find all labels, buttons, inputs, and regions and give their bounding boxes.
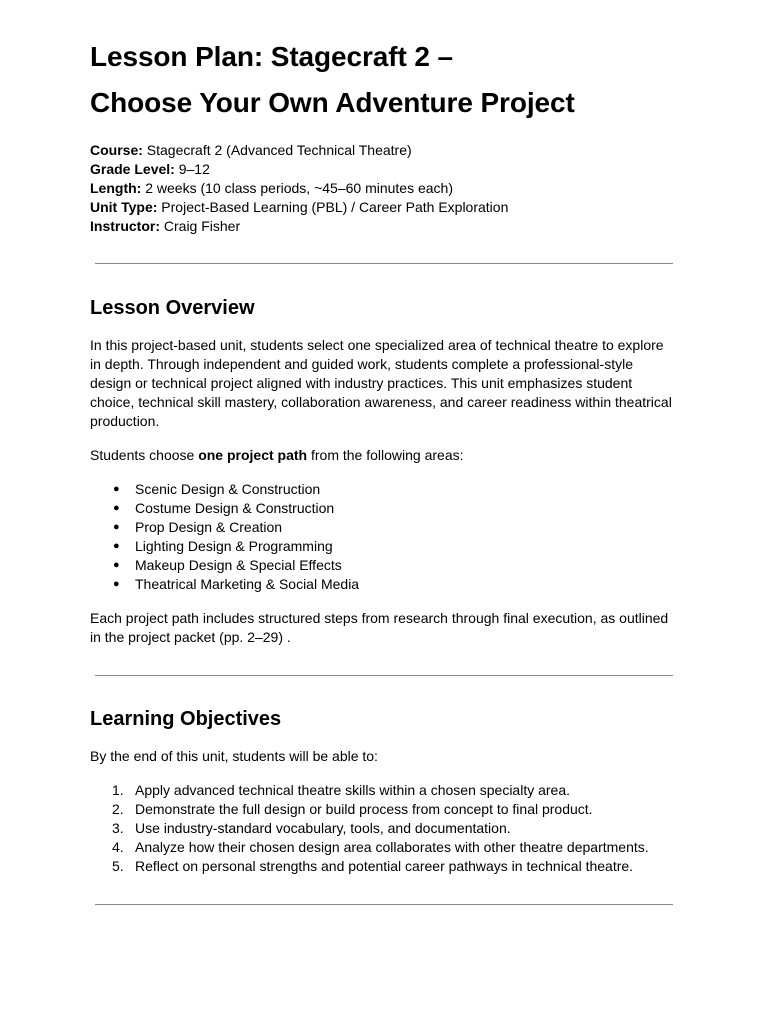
choose-suffix: from the following areas: bbox=[307, 447, 464, 463]
bullet-icon: ● bbox=[113, 559, 120, 571]
meta-value: Craig Fisher bbox=[163, 218, 241, 234]
list-number: 2. bbox=[112, 801, 124, 817]
meta-label: Unit Type: bbox=[90, 199, 158, 215]
list-item-text: Costume Design & Construction bbox=[135, 500, 335, 516]
objectives-list bbox=[90, 781, 678, 876]
title-line-2: Choose Your Own Adventure Project bbox=[90, 87, 575, 118]
meta-instructor bbox=[90, 217, 678, 236]
list-item bbox=[90, 838, 678, 857]
project-path-list bbox=[90, 480, 678, 594]
bullet-icon: ● bbox=[113, 502, 120, 514]
meta-label: Instructor: bbox=[90, 218, 160, 234]
meta-value: 2 weeks (10 class periods, ~45–60 minutes each) bbox=[145, 180, 453, 196]
divider bbox=[95, 263, 673, 264]
list-item-text: Theatrical Marketing & Social Media bbox=[135, 576, 360, 592]
bullet-icon: ● bbox=[113, 521, 120, 533]
list-item bbox=[90, 819, 678, 838]
bullet-icon: ● bbox=[113, 578, 120, 590]
meta-value: Stagecraft 2 (Advanced Technical Theatre) bbox=[146, 142, 412, 158]
choose-prefix: Students choose bbox=[90, 447, 199, 463]
list-item-text: Analyze how their chosen design area collaborates with other theatre departments. bbox=[135, 839, 649, 855]
list-number: 1. bbox=[112, 782, 124, 798]
title-line-1: Lesson Plan: Stagecraft 2 – bbox=[90, 41, 453, 72]
meta-unit-type bbox=[90, 198, 678, 217]
overview-closing: Each project path includes structured steps from research through final execution, as outlined in the project packet (pp. 2–29) . bbox=[90, 610, 669, 645]
page-title bbox=[90, 34, 678, 126]
meta-label: Length: bbox=[90, 180, 142, 196]
meta-grade-level bbox=[90, 160, 678, 179]
meta-value: Project-Based Learning (PBL) / Career Path Exploration bbox=[161, 199, 509, 215]
overview-heading: Lesson Overview bbox=[90, 297, 255, 319]
list-number: 3. bbox=[112, 820, 124, 836]
bullet-icon: ● bbox=[113, 483, 120, 495]
list-item bbox=[90, 556, 678, 575]
course-meta bbox=[90, 141, 678, 236]
bullet-icon: ● bbox=[113, 540, 120, 552]
list-item-text: Scenic Design & Construction bbox=[135, 481, 321, 497]
list-item-text: Apply advanced technical theatre skills within a chosen specialty area. bbox=[135, 782, 571, 798]
list-item-text: Use industry-standard vocabulary, tools, and documentation. bbox=[135, 820, 511, 836]
list-number: 5. bbox=[112, 858, 124, 874]
choose-path-sentence bbox=[90, 446, 678, 465]
list-item-text: Makeup Design & Special Effects bbox=[135, 557, 342, 573]
objectives-intro: By the end of this unit, students will be able to: bbox=[90, 748, 378, 764]
list-item bbox=[90, 480, 678, 499]
list-item bbox=[90, 537, 678, 556]
meta-length bbox=[90, 179, 678, 198]
list-item-text: Lighting Design & Programming bbox=[135, 538, 333, 554]
choose-bold: one project path bbox=[198, 447, 308, 463]
list-item-text: Prop Design & Creation bbox=[135, 519, 283, 535]
list-item bbox=[90, 518, 678, 537]
list-item bbox=[90, 499, 678, 518]
meta-label: Grade Level: bbox=[90, 161, 175, 177]
list-item bbox=[90, 800, 678, 819]
meta-value: 9–12 bbox=[178, 161, 210, 177]
objectives-heading: Learning Objectives bbox=[90, 708, 282, 730]
divider bbox=[95, 904, 673, 905]
overview-paragraph: In this project-based unit, students select one specialized area of technical theatre to explore in depth. Through independent and guided work, students complete a professional-style design or technical project aligned with industry practices. This unit emphasizes student choice, technical skill mastery, collaboration awareness, and career readiness within theatrical production. bbox=[90, 337, 672, 429]
list-item bbox=[90, 857, 678, 876]
list-item bbox=[90, 781, 678, 800]
divider bbox=[95, 675, 673, 676]
list-item bbox=[90, 575, 678, 594]
meta-label: Course: bbox=[90, 142, 143, 158]
list-number: 4. bbox=[112, 839, 124, 855]
list-item-text: Demonstrate the full design or build process from concept to final product. bbox=[135, 801, 593, 817]
list-item-text: Reflect on personal strengths and potential career pathways in technical theatre. bbox=[135, 858, 634, 874]
meta-course bbox=[90, 141, 678, 160]
